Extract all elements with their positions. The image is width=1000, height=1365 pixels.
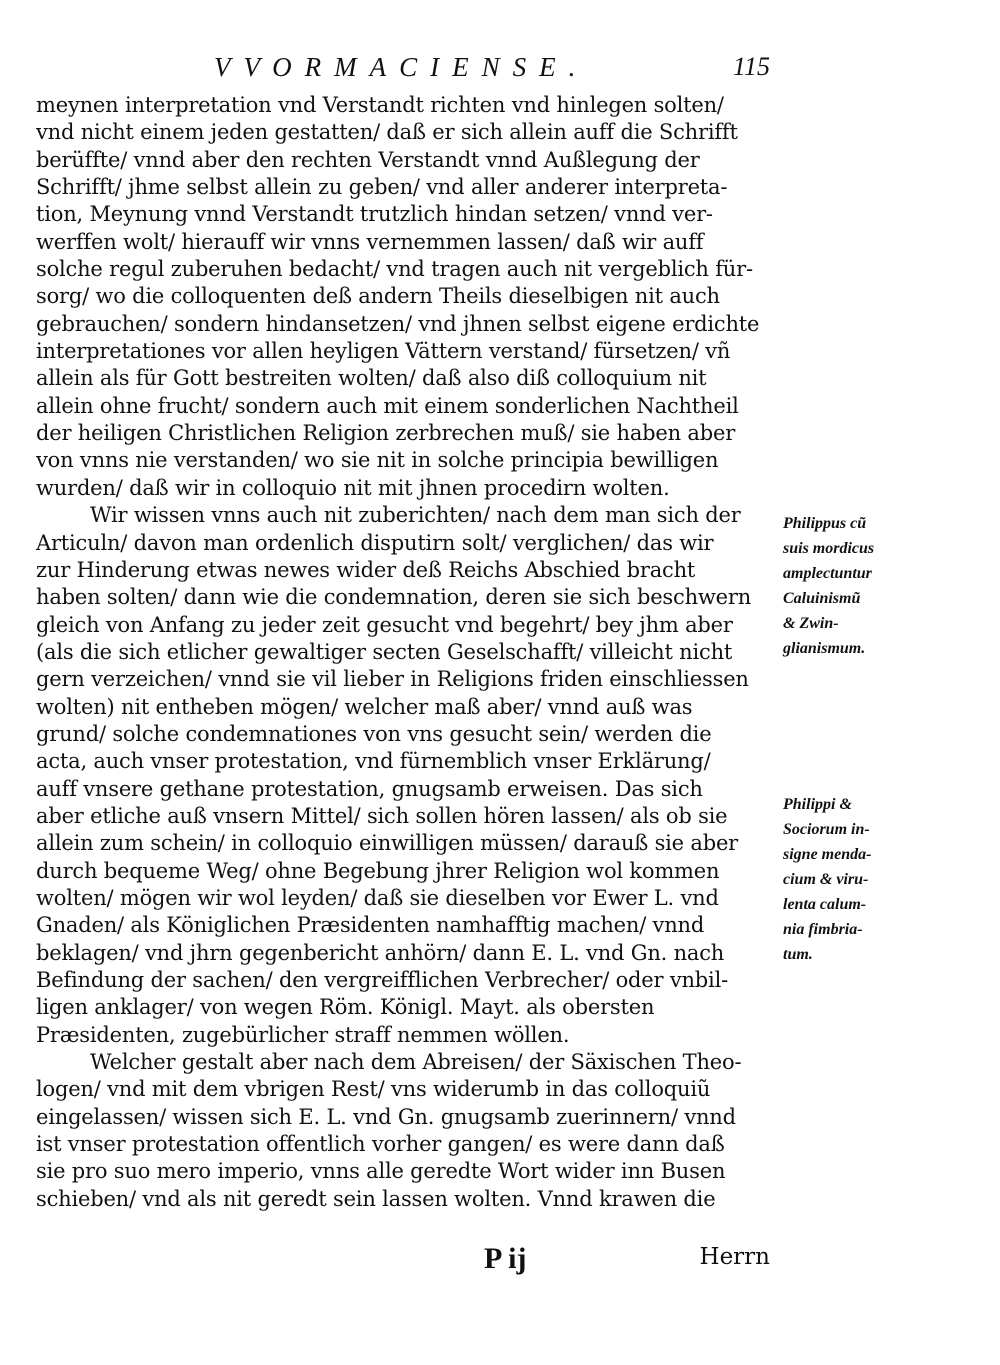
text-line: Befindung der sachen/ den vergreifflichen Verbrecher/ oder vnbil- [36,968,728,992]
marginal-note-calvinism [783,511,983,661]
text-line: solche regul zuberuhen bedacht/ vnd tragen auch nit vergeblich für- [36,257,753,282]
marginal-note-line: cium & viru- [783,871,869,888]
text-line: von vnns nie verstanden/ wo sie nit in solche principia bewilligen [36,448,719,473]
text-line: allein ohne frucht/ sondern auch mit einem sonderlichen Nachtheil [36,393,739,418]
text-line: ist vnser protestation offentlich vorher gangen/ es were dann daß [36,1132,725,1157]
signature-mark: P ij [484,1242,527,1275]
text-line: beklagen/ vnd jhrn gegenbericht anhörn/ dann E. L. vnd Gn. nach [36,940,725,965]
marginal-note-mendacium [783,792,983,967]
text-line: logen/ vnd mit dem vbrigen Rest/ vns widerumb in das colloquiũ [36,1077,711,1102]
main-text-column [36,92,776,1213]
text-line: vnd nicht einem jeden gestatten/ daß er sich allein auff die Schrifft [36,120,738,145]
text-line: gleich von Anfang zu jeder zeit gesucht vnd begehrt/ bey jhm aber [36,612,733,637]
marginal-note-line: amplectuntur [783,565,872,582]
marginal-note-line: Caluinismũ [783,590,861,607]
text-line: haben solten/ dann wie die condemnation, deren sie sich beschwern [36,585,752,610]
text-line: sorg/ wo die colloquenten deß andern Theils dieselbigen nit auch [36,284,720,309]
text-line: gebrauchen/ sondern hindansetzen/ vnd jhnen selbst eigene erdichte [36,311,760,336]
text-line: Articuln/ davon man ordenlich disputirn solt/ verglichen/ das wir [36,530,714,555]
paragraph-start-line: Welcher gestalt aber nach dem Abreisen/ der Säxischen Theo- [90,1050,742,1075]
text-line: berüffte/ vnnd aber den rechten Verstandt vnnd Außlegung der [36,147,700,172]
text-line: ligen anklager/ von wegen Röm. Königl. Mayt. als obersten [36,995,655,1020]
text-line: eingelassen/ wissen sich E. L. vnd Gn. gnugsamb zuerinnern/ vnnd [36,1104,736,1129]
text-line: tion, Meynung vnnd Verstandt trutzlich hindan setzen/ vnnd ver- [36,202,713,227]
text-line: wurden/ daß wir in colloquio nit mit jhnen procedirn wolten. [36,475,670,500]
catchword: Herrn [699,1244,770,1270]
text-line: grund/ solche condemnationes von vns gesucht sein/ werden die [36,721,712,746]
text-line: der heiligen Christlichen Religion zerbrechen muß/ sie haben aber [36,421,736,446]
text-line: werffen wolt/ hierauff wir vnns vernemmen lassen/ daß wir auff [36,229,704,254]
marginal-note-line: Sociorum in- [783,821,870,838]
page-footer [36,1242,776,1278]
page-number: 115 [732,52,770,81]
text-line: zur Hinderung etwas newes wider deß Reichs Abschied bracht [36,557,696,582]
text-line: durch bequeme Weg/ ohne Begebung jhrer Religion wol kommen [36,858,720,883]
text-line: allein zum schein/ in colloquio einwilligen müssen/ darauß sie aber [36,831,739,856]
text-line: aber etliche auß vnsern Mittel/ sich sollen hören lassen/ als ob sie [36,803,728,828]
text-line: schieben/ vnd als nit geredt sein lassen wolten. Vnnd krawen die [36,1186,716,1211]
text-line: interpretationes vor allen heyligen Vättern verstand/ fürsetzen/ vñ [36,339,731,364]
text-line: auff vnsere gethane protestation, gnugsamb erweisen. Das sich [36,776,703,801]
marginal-note-line: Philippus cũ [783,515,867,532]
marginal-note-line: nia fimbria- [783,921,863,938]
marginal-note-line: Philippi & [783,796,852,813]
text-line: wolten) nit entheben mögen/ welcher maß aber/ vnnd auß was [36,694,693,719]
marginal-note-line: tum. [783,946,813,963]
paragraph-start-line: Wir wissen vnns auch nit zuberichten/ nach dem man sich der [90,503,741,528]
text-line: sie pro suo mero imperio, vnns alle geredte Wort wider inn Busen [36,1159,726,1184]
running-title: VVORMACIENSE. [214,52,589,82]
text-line: acta, auch vnser protestation, vnd fürnemblich vnser Erklärung/ [36,749,711,774]
text-line: gern verzeichen/ vnnd sie vil lieber in Religions friden einschliessen [36,667,749,692]
text-line: wolten/ mögen wir wol leyden/ daß sie dieselben vor Ewer L. vnd [36,885,719,910]
text-line: meynen interpretation vnd Verstandt richten vnd hinlegen solten/ [36,93,724,117]
text-line: Gnaden/ als Königlichen Præsidenten namhafftig machen/ vnnd [36,913,705,938]
marginal-note-line: lenta calum- [783,896,867,913]
text-line: allein als für Gott bestreiten wolten/ daß also diß colloquium nit [36,366,707,391]
marginal-note-line: signe menda- [783,846,872,863]
marginal-note-line: & Zwin- [783,615,839,632]
text-line: Schrifft/ jhme selbst allein zu geben/ vnd aller anderer interpreta- [36,175,728,200]
marginal-note-line: suis mordicus [783,540,875,557]
marginal-note-line: glianismum. [783,640,866,657]
text-line: (als die sich etlicher gewaltiger secten Geselschafft/ villeicht nicht [36,639,733,664]
page-header [36,52,776,86]
text-line: Præsidenten, zugebürlicher straff nemmen wöllen. [36,1022,570,1047]
